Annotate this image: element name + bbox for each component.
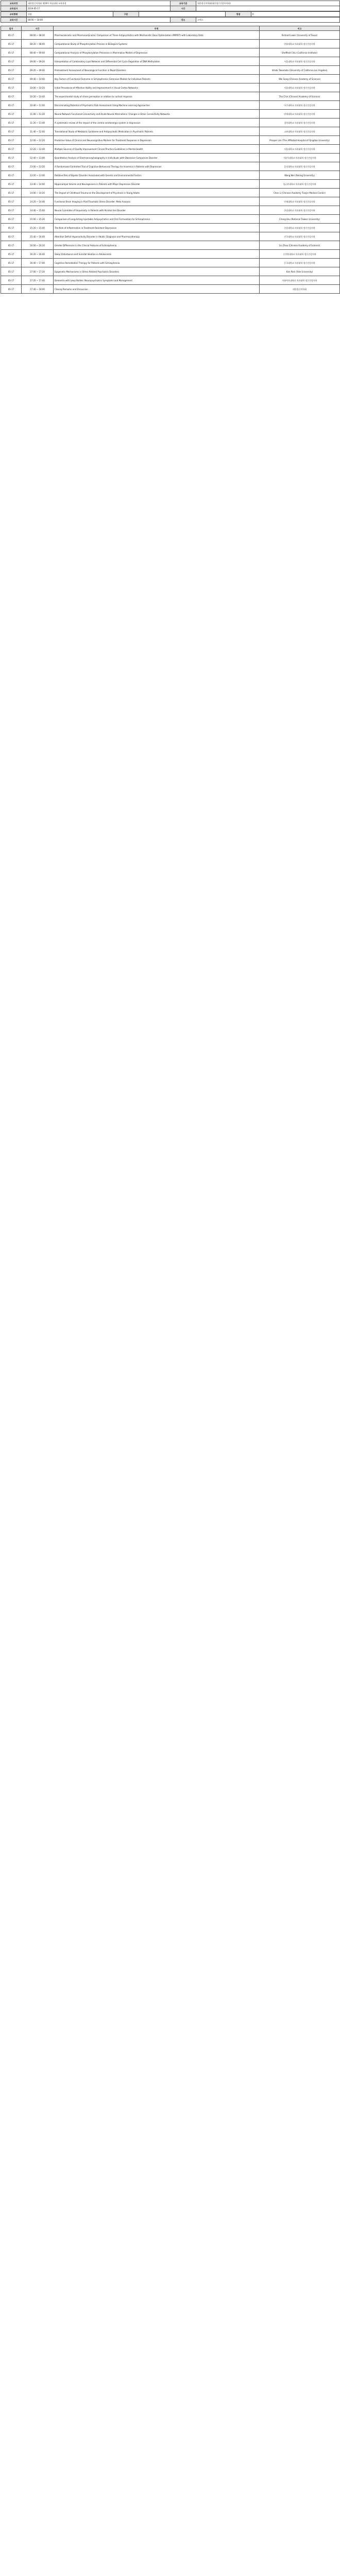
row-date: 05-17	[1, 75, 22, 83]
row-title: Computational Analysis of Phosphorylation Processes in Mammalian Models of Depression	[54, 48, 260, 57]
row-date: 05-17	[1, 127, 22, 136]
header-value: 2019-05-17	[27, 6, 171, 11]
table-row	[1, 66, 340, 75]
row-note: 동국대학교 의과대학 정신건강의학	[260, 259, 340, 267]
row-date: 05-17	[1, 145, 22, 154]
table-row	[1, 136, 340, 145]
row-title: Predictive Value of Clinical and Neurocognitive Markers for Treatment Response in Depression	[54, 136, 260, 145]
table-row	[1, 83, 340, 92]
row-title: Multiple Sources of Quality Improvement Clinical Practice Guidelines in Mental Health	[54, 145, 260, 154]
row-time: 11:40 ~ 12:00	[22, 127, 54, 136]
row-time: 10:00 ~ 10:20	[22, 83, 54, 92]
row-date: 05-17	[1, 162, 22, 171]
row-date: 05-17	[1, 276, 22, 285]
row-note: 서울대학교 의과대학 정신건강의학	[260, 57, 340, 66]
row-date: 05-17	[1, 241, 22, 250]
row-title: Pretreatment Assessment of Neurological Function in Mood Disorders	[54, 66, 260, 75]
row-note: Prosper Lim (The Affiliated Hospital of Qingdao University)	[260, 136, 340, 145]
row-time: 09:20 ~ 09:40	[22, 66, 54, 75]
row-time: 15:20 ~ 15:40	[22, 224, 54, 232]
row-date: 05-17	[1, 197, 22, 206]
table-row	[1, 267, 340, 276]
table-row	[1, 127, 340, 136]
row-date: 05-17	[1, 285, 22, 294]
column-header-row	[1, 26, 340, 31]
row-time: 09:40 ~ 10:00	[22, 75, 54, 83]
table-row	[1, 48, 340, 57]
table-row	[1, 241, 340, 250]
document	[0, 0, 340, 294]
row-time: 12:40 ~ 13:00	[22, 154, 54, 162]
table-row	[1, 232, 340, 241]
row-date: 05-17	[1, 118, 22, 127]
header-value: 대한정신의학회(대한정신건강의학회)	[196, 1, 340, 6]
table-row	[1, 215, 340, 224]
row-time: 17:40 ~ 18:00	[22, 285, 54, 294]
header-label: 교육시간	[1, 18, 27, 23]
row-time: 14:40 ~ 15:00	[22, 206, 54, 215]
row-time: 17:00 ~ 17:20	[22, 267, 54, 276]
table-row	[1, 101, 340, 110]
row-title: Attention Deficit Hyperactivity Disorder in Adults: Diagnosis and Pharmacotherapy	[54, 232, 260, 241]
row-note: Chen Li (Chinese Academy Tianjin Medical Center)	[260, 189, 340, 197]
table-row	[1, 40, 340, 48]
table-row	[1, 276, 340, 285]
row-date: 05-17	[1, 136, 22, 145]
header-row	[1, 12, 340, 17]
row-title: A Randomized Controlled Trial of Cognitive Behavioral Therapy for Insomnia in Patients with Depression	[54, 162, 260, 171]
row-time: 15:40 ~ 16:00	[22, 232, 54, 241]
course-header-table-3	[1, 17, 340, 23]
row-note: Lin Zhao (Chinese Academy of Science)	[260, 241, 340, 250]
col-note-header: 비고	[260, 26, 340, 31]
row-title: A systematic review of the impact of the central serotonergic system in depression	[54, 118, 260, 127]
row-title: Gender Differences in the Clinical Features of Schizophrenia	[54, 241, 260, 250]
row-date: 05-17	[1, 180, 22, 189]
row-time: 11:00 ~ 11:20	[22, 110, 54, 118]
header-value: 집합	[27, 12, 113, 17]
table-row	[1, 171, 340, 180]
row-note: Sheffield Chiu (California Institute)	[260, 48, 340, 57]
row-date: 05-17	[1, 154, 22, 162]
table-row	[1, 31, 340, 40]
header-row	[1, 6, 340, 11]
row-time: 16:20 ~ 16:40	[22, 250, 54, 259]
table-row	[1, 285, 340, 294]
table-row	[1, 250, 340, 259]
row-title: Sleep Disturbance and Suicidal Ideation in Adolescents	[54, 250, 260, 259]
table-row	[1, 197, 340, 206]
row-title: Closing Remarks and Discussion	[54, 285, 260, 294]
table-row	[1, 224, 340, 232]
row-title: Neural Network Functional Connectivity and Acute Neural Alternations: Changes in Brain Connectivity Networks	[54, 110, 260, 118]
row-title: Functional Brain Imaging in Post-Traumatic Stress Disorder: Meta Analysis	[54, 197, 260, 206]
row-date: 05-17	[1, 57, 22, 66]
row-time: 08:20 ~ 08:40	[22, 40, 54, 48]
row-date: 05-17	[1, 40, 22, 48]
row-date: 05-17	[1, 66, 22, 75]
row-title: Pharmacokinetic and Pharmacodynamic Comparison of Three Antipsychotics with Mechanistic Dose Optimization (PMPDT) with Laboratory Data	[54, 31, 260, 40]
row-title: The experimental study of stress perception in relation to cortisol response	[54, 92, 260, 101]
row-note: 이화여자대학교 의과대학 정신건강의학	[260, 276, 340, 285]
row-time: 10:40 ~ 11:00	[22, 101, 54, 110]
row-title: Initial Prevalence of Affective Ability and Improvement in Visual Cortex Networks	[54, 83, 260, 92]
header-label: 교육일자	[1, 6, 27, 11]
row-note: 한림대학교 의과대학 정신건강의학	[260, 206, 340, 215]
table-row	[1, 75, 340, 83]
row-note: 대한정신의학회	[260, 285, 340, 294]
header-label: 교육기관	[171, 1, 196, 6]
course-header-table-2	[1, 11, 340, 17]
row-date: 05-17	[1, 92, 22, 101]
row-title: Key Factors of Functional Outcome in Schizophrenia: Extensive Models for Individual Patients	[54, 75, 260, 83]
row-note: 경희대학교 의과대학 정신건강의학	[260, 118, 340, 127]
row-title: Relative Risk of Bipolar Disorder Associated with Genetic and Environmental Factors	[54, 171, 260, 180]
header-label: 장소	[171, 18, 196, 23]
row-note: 을지대학교 의과대학 정신건강의학	[260, 162, 340, 171]
course-header-table	[1, 1, 340, 11]
schedule-body	[1, 31, 340, 294]
row-date: 05-17	[1, 101, 22, 110]
row-title: Dementia with Lewy Bodies: Neuropsychiatric Symptoms and Management	[54, 276, 260, 285]
row-note: 가톨릭대학교 의과대학 정신건강의학	[260, 154, 340, 162]
schedule-table	[1, 26, 340, 294]
row-note: 고려대학교 의과대학 정신건강의학	[260, 127, 340, 136]
row-date: 05-17	[1, 206, 22, 215]
header-value: 코엑스	[196, 18, 340, 23]
row-title: Computational Study of Phosphorylation Process in Biological Systems	[54, 40, 260, 48]
row-date: 05-17	[1, 171, 22, 180]
table-row	[1, 206, 340, 215]
row-date: 05-17	[1, 232, 22, 241]
row-title: Comparison of Long-Acting Injectable Antipsychotics and Oral Formulation for Schizophrenia	[54, 215, 260, 224]
table-row	[1, 92, 340, 101]
row-note: 한양대학교 의과대학 정신건강의학	[260, 40, 340, 48]
header-value	[139, 12, 226, 17]
row-date: 05-17	[1, 259, 22, 267]
header-value	[196, 6, 340, 11]
row-time: 13:00 ~ 13:20	[22, 162, 54, 171]
row-note: Richard Lewis (University of Texas)	[260, 31, 340, 40]
row-title: Epigenetic Mechanisms in Stress Related Psychiatric Disorders	[54, 267, 260, 276]
col-date-header: 일자	[1, 26, 22, 31]
row-note: 성균관대학교 의과대학 정신건강의학	[260, 180, 340, 189]
row-note: The Chin (Chinese Academy of Science)	[260, 92, 340, 101]
row-note: Kim Park (Yale University)	[260, 267, 340, 276]
row-note: 연세대학교 의과대학 정신건강의학	[260, 110, 340, 118]
table-row	[1, 154, 340, 162]
row-date: 05-17	[1, 250, 22, 259]
row-date: 05-17	[1, 267, 22, 276]
row-title: Neural Correlates of Impulsivity in Patients with Alcohol Use Disorder	[54, 206, 260, 215]
row-date: 05-17	[1, 31, 22, 40]
row-date: 05-17	[1, 215, 22, 224]
header-row	[1, 18, 340, 23]
header-label: 교육형태	[1, 12, 27, 17]
row-time: 16:40 ~ 17:00	[22, 259, 54, 267]
row-note: Chang Hsu (National Taiwan University)	[260, 215, 340, 224]
row-time: 08:40 ~ 09:00	[22, 48, 54, 57]
header-value: 08:00 ~ 18:00	[27, 18, 171, 23]
row-time: 12:20 ~ 12:40	[22, 145, 54, 154]
row-date: 05-17	[1, 48, 22, 57]
col-title-header: 주제	[54, 26, 260, 31]
row-note: 아주대학교 의과대학 정신건강의학	[260, 101, 340, 110]
row-time: 16:00 ~ 16:20	[22, 241, 54, 250]
row-title: Translational Study of Metabolic Syndrome and Antipsychotic Medication in Psychiatric Patients	[54, 127, 260, 136]
row-note: Wang Wei (Peking University)	[260, 171, 340, 180]
row-time: 13:20 ~ 13:40	[22, 171, 54, 180]
table-row	[1, 145, 340, 154]
row-title: Cognitive Remediation Therapy for Patients with Schizophrenia	[54, 259, 260, 267]
row-note: 순천향대학교 의과대학 정신건강의학	[260, 250, 340, 259]
header-row	[1, 1, 340, 6]
row-note: 서울대학교 의과대학 정신건강의학	[260, 83, 340, 92]
table-row	[1, 180, 340, 189]
row-title: Interpretation of Combinatory Lipid Network and Differential Cell Cycle Regulation of DNA Methylation	[54, 57, 260, 66]
row-note: 건국대학교 의과대학 정신건강의학	[260, 232, 340, 241]
row-time: 14:20 ~ 14:40	[22, 197, 54, 206]
table-row	[1, 110, 340, 118]
row-title: Quantitative Analysis of Electroencephalography in Individuals with Obsessive Compulsive Disorder	[54, 154, 260, 162]
header-label: 구분	[113, 12, 139, 17]
row-time: 12:00 ~ 12:20	[22, 136, 54, 145]
row-time: 14:00 ~ 14:20	[22, 189, 54, 197]
row-title: The Impact of Childhood Trauma on the Development of Psychosis in Young Adults	[54, 189, 260, 197]
row-note: 서울대학교 의과대학 정신건강의학	[260, 145, 340, 154]
header-label: 교육과정	[1, 1, 27, 6]
row-note: 중앙대학교 의과대학 정신건강의학	[260, 224, 340, 232]
row-time: 10:20 ~ 10:40	[22, 92, 54, 101]
row-time: 09:00 ~ 09:20	[22, 57, 54, 66]
table-row	[1, 162, 340, 171]
header-label: 평점	[226, 12, 251, 17]
row-note: Wei Song (Chinese Academy of Science)	[260, 75, 340, 83]
table-row	[1, 259, 340, 267]
header-value: 대한정신의학회 제10차 학술대회 교육과정	[27, 1, 171, 6]
row-date: 05-17	[1, 110, 22, 118]
row-note: 인제대학교 의과대학 정신건강의학	[260, 197, 340, 206]
row-date: 05-17	[1, 189, 22, 197]
header-value: 6	[251, 12, 340, 17]
row-note: Ishida Takemoto (University of California Los Angeles)	[260, 66, 340, 75]
table-row	[1, 118, 340, 127]
row-time: 11:20 ~ 11:40	[22, 118, 54, 127]
row-time: 17:20 ~ 17:40	[22, 276, 54, 285]
row-title: Hippocampal Volume and Neurogenesis in Patients with Major Depressive Disorder	[54, 180, 260, 189]
col-time-header: 시간	[22, 26, 54, 31]
row-title: Discriminating Potential of Psychiatric Risk Assessment Using Machine Learning Approaches	[54, 101, 260, 110]
table-row	[1, 57, 340, 66]
row-time: 13:40 ~ 14:00	[22, 180, 54, 189]
table-row	[1, 189, 340, 197]
row-time: 15:00 ~ 15:20	[22, 215, 54, 224]
header-label: 시간	[171, 6, 196, 11]
row-time: 08:00 ~ 08:20	[22, 31, 54, 40]
row-title: The Role of Inflammation in Treatment Resistant Depression	[54, 224, 260, 232]
row-date: 05-17	[1, 224, 22, 232]
row-date: 05-17	[1, 83, 22, 92]
